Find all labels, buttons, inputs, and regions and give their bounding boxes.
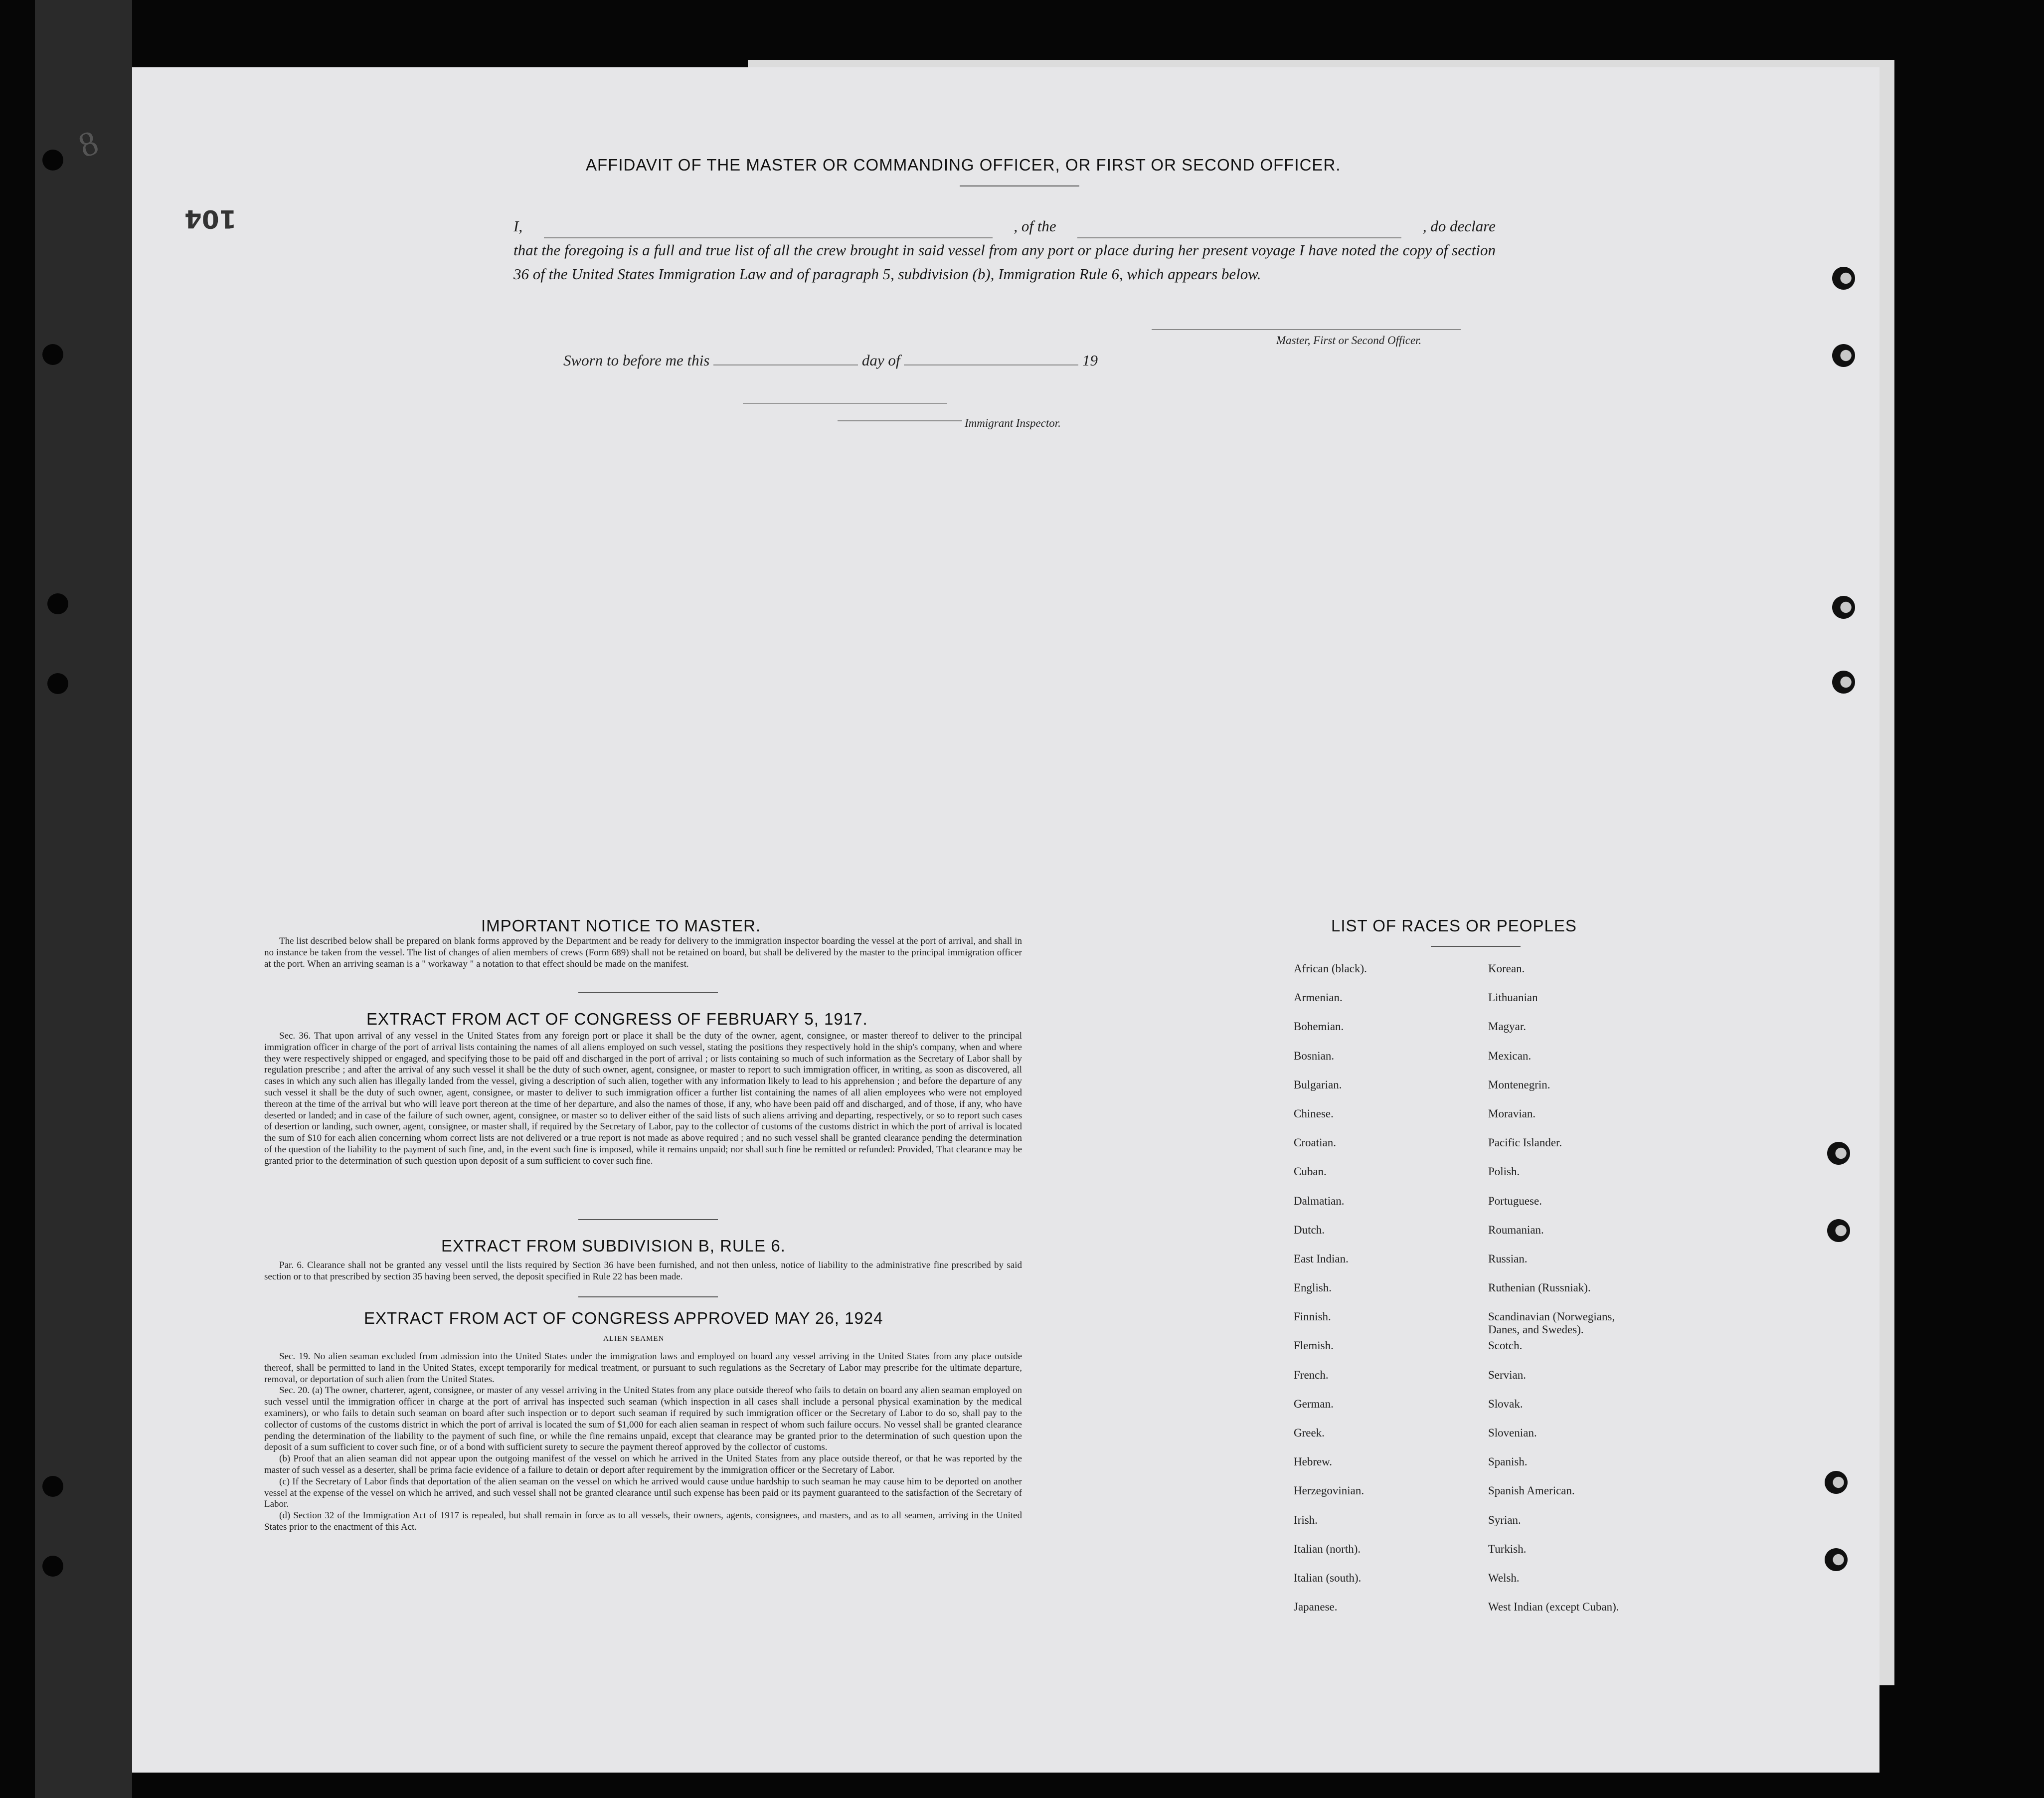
binding-hole	[42, 1476, 63, 1497]
do-declare-label: , do declare	[1422, 217, 1496, 235]
vessel-field[interactable]	[1077, 214, 1401, 238]
inspector-label: Immigrant Inspector.	[965, 417, 1061, 429]
race-item: Herzegovinian.	[1294, 1484, 1364, 1497]
race-item: East Indian.	[1294, 1252, 1349, 1265]
race-item: Moravian.	[1488, 1107, 1536, 1120]
binding-hole	[1832, 596, 1855, 619]
sworn-line	[563, 352, 1098, 369]
race-item: Japanese.	[1294, 1601, 1338, 1614]
races-title: LIST OF RACES OR PEOPLES	[1331, 916, 1577, 935]
race-item: German.	[1294, 1397, 1334, 1410]
race-item: Armenian.	[1294, 991, 1343, 1004]
affidavit-statement	[513, 214, 1496, 286]
sworn-day-field[interactable]	[713, 364, 858, 365]
race-item: Dalmatian.	[1294, 1194, 1345, 1207]
race-item: Bulgarian.	[1294, 1078, 1342, 1091]
binding-hole	[42, 150, 63, 171]
race-item: Flemish.	[1294, 1339, 1334, 1352]
race-item: Korean.	[1488, 962, 1525, 975]
binding-hole	[47, 593, 68, 614]
master-signature-line[interactable]	[1152, 329, 1461, 330]
race-item: Irish.	[1294, 1513, 1318, 1526]
race-item: Italian (south).	[1294, 1571, 1362, 1584]
binding-hole	[42, 344, 63, 365]
race-item: Magyar.	[1488, 1020, 1527, 1033]
extract-1924-title: EXTRACT FROM ACT OF CONGRESS APPROVED MAY 26, 1924	[364, 1309, 883, 1327]
race-item: English.	[1294, 1281, 1332, 1294]
race-item: Portuguese.	[1488, 1194, 1542, 1207]
race-item: Lithuanian	[1488, 991, 1538, 1004]
race-item: Russian.	[1488, 1252, 1528, 1265]
race-item: Slovenian.	[1488, 1427, 1537, 1439]
race-item: French.	[1294, 1368, 1329, 1381]
name-field[interactable]	[544, 214, 993, 238]
binding-hole	[1827, 1219, 1850, 1242]
binding-margin	[35, 0, 132, 1798]
extract-1924-paragraph: (b) Proof that an alien seaman did not appear upon the outgoing manifest of the vessel on which he arrived in the United States from any place outside thereof, or that he was reported by the master of such vessel as a deserter, shall be prima facie evidence of a failure to detain or deport after requirement by the immigration officer or the Secretary of Labor.	[264, 1453, 1022, 1475]
binding-hole	[1832, 671, 1855, 694]
binding-hole	[1827, 1142, 1850, 1165]
inspector-signature-line[interactable]	[838, 420, 962, 421]
race-item: Montenegrin.	[1488, 1078, 1550, 1091]
divider	[578, 992, 718, 993]
race-item: Roumanian.	[1488, 1223, 1544, 1236]
race-item: Italian (north).	[1294, 1542, 1361, 1555]
race-item: Hebrew.	[1294, 1455, 1333, 1468]
race-item: Dutch.	[1294, 1223, 1325, 1236]
divider	[1431, 946, 1521, 947]
notice-text: The list described below shall be prepared on blank forms approved by the Department and be ready for delivery to the immigration inspector boarding the vessel at the port of arrival, and shall in no instance be taken from the vessel. The list of changes of alien members of crews (Form 689) shall not be retained on board, but shall be delivered by the master to the principal immigration officer at the port. When an arriving seaman is a " workaway " a notation to that effect should be made on the manifest.	[264, 936, 1022, 969]
race-item: African (black).	[1294, 962, 1367, 975]
affidavit-title: AFFIDAVIT OF THE MASTER OR COMMANDING OFFICER, OR FIRST OR SECOND OFFICER.	[586, 156, 1341, 174]
corner-mark: 8	[73, 123, 103, 166]
race-item: Mexican.	[1488, 1049, 1532, 1062]
race-item: Bohemian.	[1294, 1020, 1344, 1033]
race-item: Servian.	[1488, 1368, 1527, 1381]
race-item: Pacific Islander.	[1488, 1136, 1562, 1149]
binding-hole	[47, 673, 68, 694]
extract-1917-text: Sec. 36. That upon arrival of any vessel in the United States from any foreign port or place it shall be the duty of the owner, agent, consignee, or master thereof to deliver to the principal immigration officer in charge of the port of arrival lists containing the names of all aliens employed on such vessel, stating the positions they respectively hold in the ship's company, when and where they were respectively shipped or engaged, and specifying those to be paid off and discharged in the port of arrival ; or lists containing so much of such information as the Secretary of Labor shall by regulation prescribe ; and after the arrival of any such vessel it shall be the duty of such owner, agent, consignee, or master to report to such immigration officer, in writing, as soon as discovered, all cases in which any such alien has illegally landed from the vessel, giving a description of such alien, together with any information likely to lead to his apprehension ; and before the departure of any such vessel it shall be the duty of such owner, agent, consignee, or master to deliver to such immigration officer a further list containing the names of all alien employees who were not employed thereon at the time of the arrival but who will leave port thereon at the time of her departure, and also the names of those, if any, who have been paid off and discharged, and of those, if any, who have deserted or landed; and in case of the failure of such owner, agent, consignee, or master so to deliver either of the said lists of such aliens arriving and departing, respectively, or so to report such cases of desertion or landing, such owner, agent, consignee, or master shall, if required by the Secretary of Labor, pay to the collector of customs of the customs district in which the port of arrival is located the sum of $10 for each alien concerning whom correct lists are not delivered or a true report is not made as above required ; and no such vessel shall be granted clearance pending the determination of the question of the liability to the payment of such fine, and, in the event such fine is imposed, while it remains unpaid; nor shall such fine be remitted or refunded: Provided, That clearance may be granted prior to the determination of such question upon deposit of a sum sufficient to cover such fine.	[264, 1031, 1022, 1166]
i-label: I,	[513, 217, 523, 235]
extract-1924-paragraph: Sec. 20. (a) The owner, charterer, agent, consignee, or master of any vessel arriving in the United States from any place outside thereof who fails to detain on board any alien seaman employed on such vessel until the immigration officer in charge at the port of arrival has inspected such seaman (which inspection in all cases shall include a personal physical examination by the medical examiners), or who fails to detain such seaman on board after such inspection or to deport such seaman if required by such immigration officer or the Secretary of Labor to do so, shall pay to the collector of customs of the customs district in which the port of arrival is located the sum of $1,000 for each alien seaman in respect of whom such failure occurs. No vessel shall be granted clearance pending the determination of the liability to the payment of such fine, or while the fine remains unpaid, except that clearance may be granted prior to the determination of such question upon the deposit of a sum sufficient to cover such fine, or of a bond with sufficient surety to secure the payment thereof approved by the collector of customs.	[264, 1385, 1022, 1453]
extract-1924-body	[264, 1351, 1022, 1533]
extract-1924-subtitle: ALIEN SEAMEN	[603, 1335, 665, 1343]
extract-rule6-text: Par. 6. Clearance shall not be granted any vessel until the lists required by Section 36 have been furnished, and not then unless, notice of liability to the administrative fine prescribed by said section or to that prescribed by section 35 having been served, the deposit specified in Rule 22 has been made.	[264, 1260, 1022, 1282]
race-item: Greek.	[1294, 1427, 1325, 1439]
race-item: Syrian.	[1488, 1513, 1521, 1526]
notice-body	[264, 936, 1022, 970]
race-item: Scandinavian (Norwegians, Danes, and Swedes).	[1488, 1310, 1615, 1336]
races-left-column	[1294, 962, 1367, 1629]
binding-hole	[42, 1556, 63, 1577]
extract-rule6-body	[264, 1260, 1022, 1283]
race-item: Spanish American.	[1488, 1484, 1575, 1497]
of-the-label: , of the	[1014, 217, 1056, 235]
races-right-column	[1488, 962, 1619, 1629]
divider	[578, 1219, 718, 1220]
race-item: Welsh.	[1488, 1571, 1520, 1584]
divider	[743, 403, 947, 404]
sworn-month-field[interactable]	[904, 364, 1078, 365]
extract-1924-paragraph: Sec. 19. No alien seaman excluded from admission into the United States under the immigration laws and employed on board any vessel arriving in the United States from any place outside thereof, shall be permitted to land in the United States, except temporarily for medical treatment, or pursuant to such regulations as the Secretary of Labor may prescribe for the ultimate departure, removal, or deportation of such alien from the United States.	[264, 1351, 1022, 1385]
extract-rule6-title: EXTRACT FROM SUBDIVISION B, RULE 6.	[441, 1237, 786, 1255]
race-item: Turkish.	[1488, 1542, 1527, 1555]
master-signature-label: Master, First or Second Officer.	[1276, 334, 1422, 347]
binding-hole	[1825, 1471, 1848, 1494]
notice-title: IMPORTANT NOTICE TO MASTER.	[481, 916, 761, 935]
day-of-label: day of	[861, 352, 900, 369]
sworn-label: Sworn to before me this	[563, 352, 710, 369]
race-item: Bosnian.	[1294, 1049, 1335, 1062]
extract-1917-title: EXTRACT FROM ACT OF CONGRESS OF FEBRUARY 5, 1917.	[366, 1010, 868, 1028]
extract-1924-paragraph: (c) If the Secretary of Labor finds that deportation of the alien seaman on the vessel on which he arrived would cause undue hardship to such seaman he may cause him to be deported on another vessel at the expense of the vessel on which he arrived, and such vessel shall not be granted clearance until such expense has been paid or its payment guaranteed to the satisfaction of the Secretary of Labor.	[264, 1476, 1022, 1510]
divider	[960, 185, 1079, 186]
extract-1917-body	[264, 1031, 1022, 1167]
race-item: Chinese.	[1294, 1107, 1334, 1120]
binding-hole	[1832, 267, 1855, 290]
extract-1924-paragraph: (d) Section 32 of the Immigration Act of 1917 is repealed, but shall remain in force as to all vessels, their owners, agents, consignees, and masters, and as to all seamen, arriving in the United States prior to the enactment of this Act.	[264, 1510, 1022, 1532]
binding-hole	[1832, 344, 1855, 367]
divider	[578, 1296, 718, 1297]
race-item: Slovak.	[1488, 1397, 1523, 1410]
race-item: Croatian.	[1294, 1136, 1336, 1149]
race-item: West Indian (except Cuban).	[1488, 1601, 1619, 1614]
page-number: 104	[184, 204, 237, 233]
race-item: Spanish.	[1488, 1455, 1528, 1468]
race-item: Scotch.	[1488, 1339, 1523, 1352]
affidavit-body: that the foregoing is a full and true list of all the crew brought in said vessel from any port or place during her present voyage I have noted the copy of section 36 of the United States Immigration Law and of paragraph 5, subdivision (b), Immigration Rule 6, which appears below.	[513, 241, 1496, 283]
race-item: Finnish.	[1294, 1310, 1331, 1323]
race-item: Cuban.	[1294, 1165, 1327, 1178]
race-item: Polish.	[1488, 1165, 1520, 1178]
year-label: 19	[1082, 352, 1098, 369]
binding-hole	[1825, 1548, 1848, 1571]
race-item: Ruthenian (Russniak).	[1488, 1281, 1591, 1294]
